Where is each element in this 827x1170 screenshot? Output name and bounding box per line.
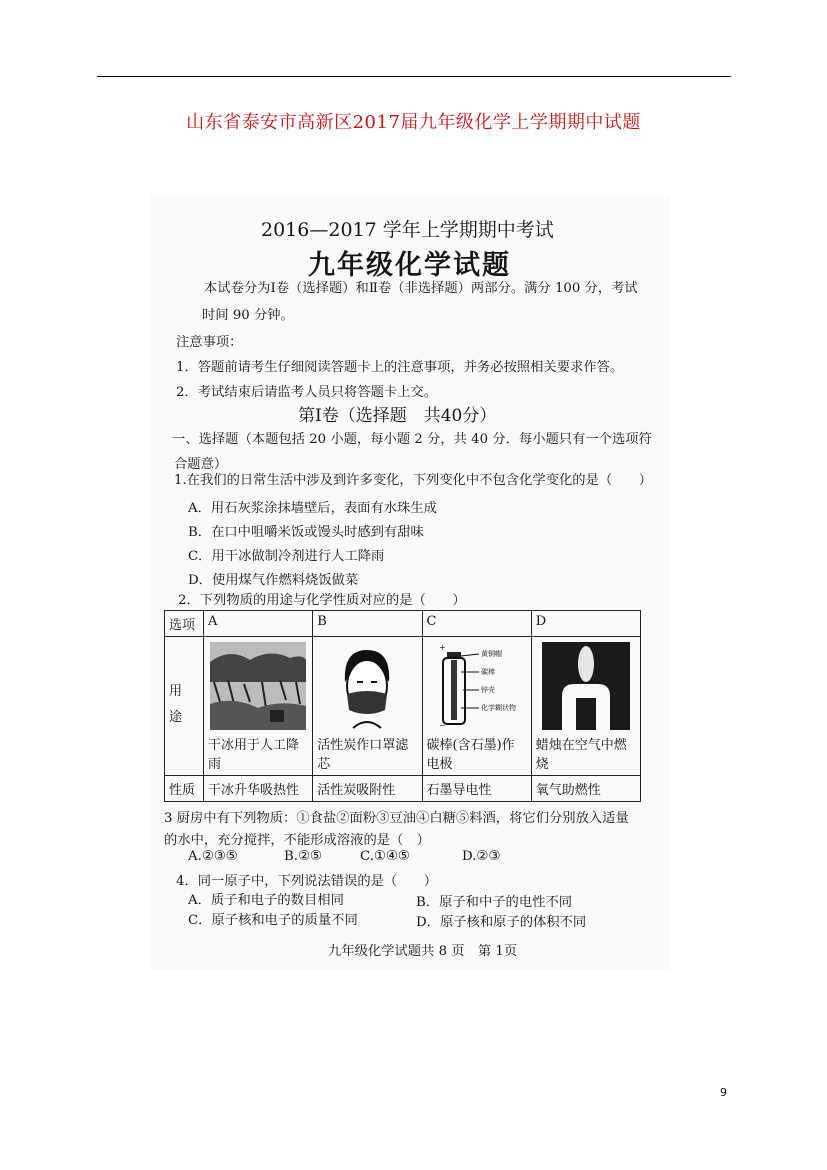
question-3-option: C.①④⑤ <box>360 849 410 864</box>
property-row-label: 性质 <box>165 776 204 802</box>
diagram-label: 锌壳 <box>480 686 495 694</box>
question-4-option: B．原子和中子的电性不同 <box>416 895 573 910</box>
question-4-option: C．原子核和电子的质量不同 <box>188 913 358 928</box>
note-item: 2．考试结束后请监考人员只将答题卡上交。 <box>176 385 438 400</box>
use-text: 活性炭作口罩滤芯 <box>317 738 409 772</box>
question-4-option: A．质子和电子的数目相同 <box>188 893 344 908</box>
question-1-option: A．用石灰浆涂抹墙壁后，表面有水珠生成 <box>188 501 437 516</box>
use-text: 干冰用于人工降雨 <box>208 738 300 772</box>
use-text: 蜡烛在空气中燃烧 <box>535 738 627 772</box>
question-4-stem: 4．同一原子中，下列说法错误的是（ ） <box>176 874 438 889</box>
exam-year-title: 2016—2017 学年上学期期中考试 <box>261 219 554 241</box>
candle-jar-illustration <box>538 642 634 730</box>
use-text: 碳棒(含石墨)作电极 <box>426 738 515 772</box>
question-3-option: D.②③ <box>462 849 501 864</box>
scanned-exam-page <box>150 195 670 970</box>
table-header-cell: C <box>422 611 531 637</box>
section-desc-line-1: 一、选择题（本题包括 20 小题，每小题 2 分，共 40 分．每小题只有一个选项符 <box>172 432 652 447</box>
table-row <box>165 637 641 776</box>
table-cell <box>531 637 640 776</box>
question-3-stem-line-1: 3 厨房中有下列物质：①食盐②面粉③豆油④白糖⑤料酒，将它们分别放入适量 <box>164 811 629 826</box>
diagram-label: 碳棒 <box>480 668 495 676</box>
question-1-stem: 1.在我们的日常生活中涉及到许多变化，下列变化中不包含化学变化的是（ ） <box>174 473 653 488</box>
question-1-option: D．使用煤气作燃料烧饭做菜 <box>188 573 359 588</box>
table-cell: 石墨导电性 <box>422 776 531 802</box>
table-cell <box>422 637 531 776</box>
face-mask-illustration <box>319 642 415 730</box>
svg-text:−: − <box>438 721 446 730</box>
diagram-label: 化学糊状物 <box>480 704 516 712</box>
table-header-cell: A <box>204 611 313 637</box>
exam-main-title: 九年级化学试题 <box>308 250 511 281</box>
notes-title: 注意事项： <box>176 335 243 350</box>
table-header-cell: 选项 <box>165 611 204 637</box>
table-header-cell: B <box>313 611 422 637</box>
document-title: 山东省泰安市高新区2017届九年级化学上学期期中试题 <box>186 112 641 133</box>
question-3-stem-line-2: 的水中，充分搅拌，不能形成溶液的是（ ） <box>164 833 430 848</box>
exam-page-footer: 九年级化学试题共 8 页 第 1页 <box>328 944 518 959</box>
question-2-table <box>164 610 641 802</box>
page-number: 9 <box>720 1086 727 1099</box>
question-2-stem: 2．下列物质的用途与化学性质对应的是（ ） <box>178 593 466 608</box>
question-1-option: B．在口中咀嚼米饭或馒头时感到有甜味 <box>188 525 424 540</box>
header-rule <box>97 76 731 77</box>
question-1-option: C．用干冰做制冷剂进行人工降雨 <box>188 549 385 564</box>
table-cell: 氧气助燃性 <box>531 776 640 802</box>
question-3-option: B.②⑤ <box>284 849 322 864</box>
intro-line-2: 时间 90 分钟。 <box>202 308 294 323</box>
section-title: 第Ⅰ卷（选择题 共40分） <box>298 406 497 426</box>
table-cell: 干冰升华吸热性 <box>204 776 313 802</box>
note-item: 1．答题前请考生仔细阅读答题卡上的注意事项，并务必按照相关要求作答。 <box>176 360 624 375</box>
table-cell <box>204 637 313 776</box>
table-header-cell: D <box>531 611 640 637</box>
use-row-label: 用 途 <box>165 637 204 776</box>
section-desc-line-2: 合题意） <box>174 457 228 472</box>
battery-diagram <box>429 642 525 730</box>
question-4-option: D．原子核和原子的体积不同 <box>416 915 587 930</box>
svg-text:+: + <box>438 643 446 652</box>
rain-clouds-illustration <box>210 642 306 730</box>
table-row <box>165 776 641 802</box>
question-3-option: A.②③⑤ <box>188 849 238 864</box>
intro-line-1: 本试卷分为Ⅰ卷（选择题）和Ⅱ卷（非选择题）两部分。满分 100 分，考试 <box>204 281 638 296</box>
table-cell: 活性炭吸附性 <box>313 776 422 802</box>
diagram-label: 黄铜帽 <box>480 650 502 658</box>
table-row <box>165 611 641 637</box>
table-cell <box>313 637 422 776</box>
